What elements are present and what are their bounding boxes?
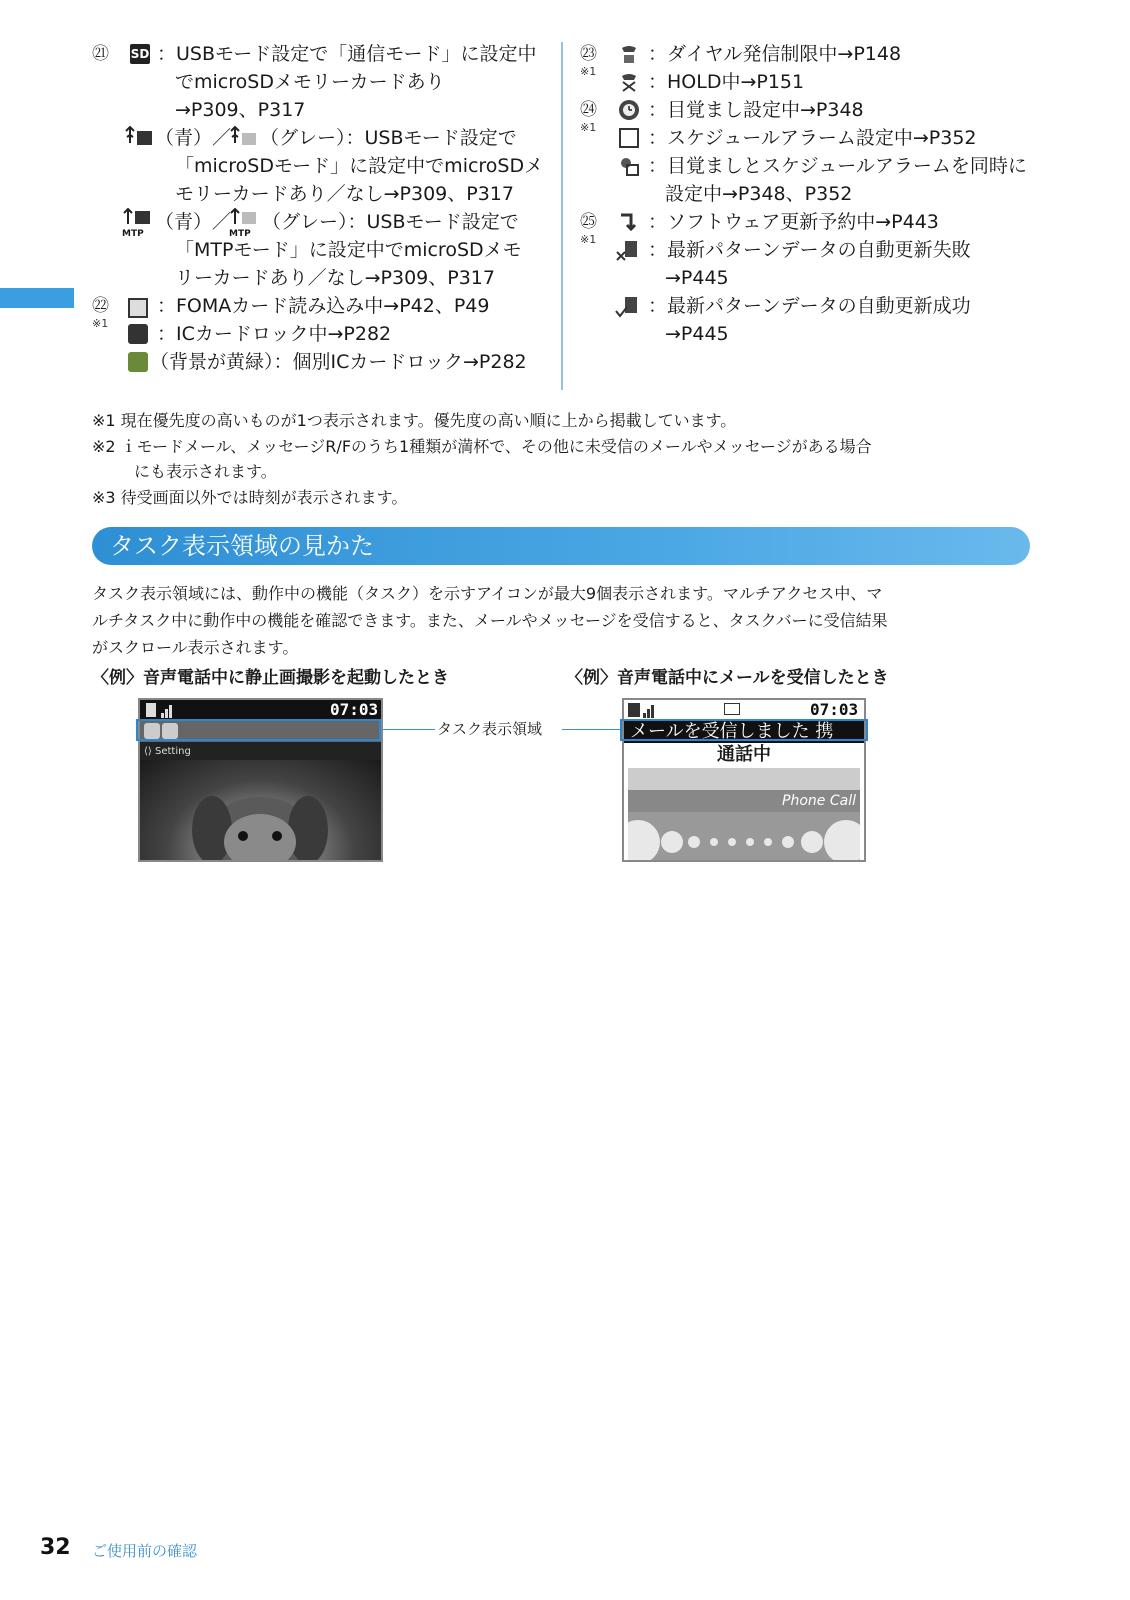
ic-card-lock-individual-icon bbox=[128, 352, 148, 372]
item21-sub1-blue: （青）／ bbox=[155, 127, 232, 149]
item22-text-3: （背景が黄緑）：個別ICカードロック→P282 bbox=[150, 351, 527, 373]
right-status-bar bbox=[624, 700, 864, 721]
item25-text-1: ：ソフトウェア更新予約中→P443 bbox=[648, 211, 939, 233]
right-clock: 07:03 bbox=[810, 700, 859, 719]
right-band-2 bbox=[628, 790, 860, 812]
item-number-23: ㉓ bbox=[580, 44, 597, 64]
column-divider bbox=[561, 42, 563, 390]
mail-ticker: メールを受信しました 携 bbox=[624, 721, 864, 743]
item21-text-3: →P309、P317 bbox=[175, 99, 306, 121]
mail-icon bbox=[724, 703, 740, 715]
section-heading-banner bbox=[92, 527, 1030, 565]
item-number-25: ㉕ bbox=[580, 212, 597, 232]
dial-restriction-icon bbox=[619, 44, 639, 64]
usb-microsd-icon bbox=[124, 125, 154, 145]
call-status-title: 通話中 bbox=[717, 744, 771, 765]
section-title: タスク表示領域の見かた bbox=[110, 532, 374, 560]
item-number-24: ㉔ bbox=[580, 100, 597, 120]
item21-sub2-blue: （青）／ bbox=[155, 211, 232, 233]
example-right-caption: 〈例〉音声電話中にメールを受信したとき bbox=[566, 668, 889, 688]
item21-text-2: でmicroSDメモリーカードあり bbox=[175, 71, 445, 93]
note-2: ※2 ｉモードメール、メッセージR/Fのうち1種類が満杯で、その他に未受信のメールやメッセージがある場合 bbox=[92, 437, 872, 456]
hold-icon bbox=[619, 72, 639, 92]
example-left-caption: 〈例〉音声電話中に静止画撮影を起動したとき bbox=[92, 668, 449, 688]
dog-photo bbox=[140, 760, 381, 860]
chapter-side-tab bbox=[0, 288, 74, 308]
item24-note-mark: ※1 bbox=[580, 121, 597, 134]
left-status-bar bbox=[140, 700, 381, 720]
usb-microsd-grey-icon bbox=[229, 125, 259, 145]
battery-icon bbox=[146, 703, 156, 717]
ic-card-lock-icon bbox=[128, 324, 148, 344]
pattern-update-failed-icon bbox=[615, 240, 641, 260]
mtp-grey-label: MTP bbox=[229, 229, 251, 239]
right-dots-area bbox=[628, 812, 860, 860]
item24-text-1: ：目覚まし設定中→P348 bbox=[648, 99, 864, 121]
usb-mtp-icon bbox=[122, 208, 156, 239]
item-number-21: ㉑ bbox=[92, 44, 109, 64]
signal-icon bbox=[160, 703, 174, 717]
item23-note-mark: ※1 bbox=[580, 65, 597, 78]
task-area-callout-label: タスク表示領域 bbox=[437, 720, 543, 738]
right-battery-icon bbox=[628, 703, 640, 717]
item24-text-2: ：スケジュールアラーム設定中→P352 bbox=[648, 127, 977, 149]
callout-line-right bbox=[562, 729, 622, 730]
microsd-icon: SD bbox=[130, 44, 150, 64]
usb-mtp-grey-icon bbox=[229, 208, 263, 239]
item21-sub2-text-2: 「MTPモード」に設定中でmicroSDメモ bbox=[175, 239, 522, 261]
note-3: ※3 待受画面以外では時刻が表示されます。 bbox=[92, 488, 408, 507]
item21-sub2-text-3: リーカードあり／なし→P309、P317 bbox=[175, 267, 495, 289]
section-paragraph-2: ルチタスク中に動作中の機能を確認できます。また、メールやメッセージを受信すると、タスクバーに受信結果 bbox=[92, 611, 888, 630]
right-signal-icon bbox=[642, 703, 656, 717]
item21-sub1-text-3: モリーカードあり／なし→P309、P317 bbox=[175, 183, 514, 205]
software-update-reserved-icon bbox=[619, 212, 639, 232]
left-setting-label: ⟨⟩ Setting bbox=[144, 746, 191, 757]
section-paragraph-1: タスク表示領域には、動作中の機能（タスク）を示すアイコンが最大9個表示されます。マルチアクセス中、マ bbox=[92, 584, 883, 603]
note-2-cont: にも表示されます。 bbox=[134, 462, 277, 481]
alarm-and-schedule-icon bbox=[619, 156, 639, 176]
footer-section-name[interactable]: ご使用前の確認 bbox=[92, 1542, 198, 1560]
item23-text-1: ：ダイヤル発信制限中→P148 bbox=[648, 43, 902, 65]
item25-text-4: ：最新パターンデータの自動更新成功 bbox=[648, 295, 971, 317]
left-clock: 07:03 bbox=[330, 700, 379, 719]
callout-line-left bbox=[383, 729, 435, 730]
item25-text-2: ：最新パターンデータの自動更新失敗 bbox=[648, 239, 971, 261]
right-task-area-highlight bbox=[620, 719, 868, 741]
item22-text-2: ：ICカードロック中→P282 bbox=[157, 323, 392, 345]
section-paragraph-3: がスクロール表示されます。 bbox=[92, 638, 299, 657]
item21-sub1-text-2: 「microSDモード」に設定中でmicroSDメ bbox=[175, 155, 544, 177]
item-number-22: ㉒ bbox=[92, 296, 109, 316]
phone-call-label: Phone Call bbox=[782, 793, 856, 809]
item23-text-2: ：HOLD中→P151 bbox=[648, 71, 805, 93]
item22-text-1: ：FOMAカード読み込み中→P42、P49 bbox=[157, 295, 490, 317]
page-number: 32 bbox=[40, 1535, 71, 1560]
foma-card-icon bbox=[128, 298, 148, 318]
right-band-1 bbox=[628, 768, 860, 790]
item24-text-4: 設定中→P348、P352 bbox=[665, 183, 853, 205]
item24-text-3: ：目覚ましとスケジュールアラームを同時に bbox=[648, 155, 1027, 177]
item22-note-mark: ※1 bbox=[92, 317, 109, 330]
item21-text-1: ：USBモード設定で「通信モード」に設定中 bbox=[157, 43, 537, 65]
item25-note-mark: ※1 bbox=[580, 233, 597, 246]
left-task-area-highlight bbox=[136, 719, 381, 741]
note-1: ※1 現在優先度の高いものが1つ表示されます。優先度の高い順に上から掲載しています。 bbox=[92, 411, 737, 430]
item21-sub1-grey: （グレー）：USBモード設定で bbox=[260, 127, 517, 149]
item21-sub2-grey: （グレー）：USBモード設定で bbox=[262, 211, 519, 233]
item25-text-3: →P445 bbox=[665, 267, 729, 289]
mtp-label: MTP bbox=[122, 229, 144, 239]
schedule-alarm-icon bbox=[619, 128, 639, 148]
alarm-clock-icon bbox=[619, 100, 639, 120]
pattern-update-success-icon bbox=[615, 296, 641, 316]
item25-text-5: →P445 bbox=[665, 323, 729, 345]
